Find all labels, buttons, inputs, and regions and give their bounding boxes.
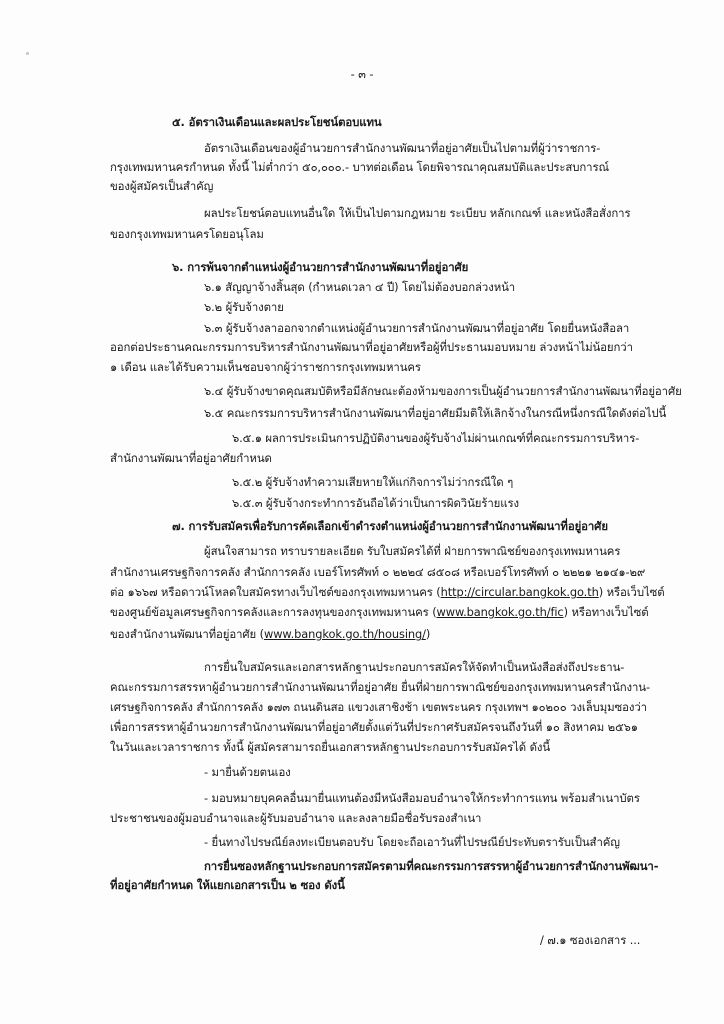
paragraph-line: สำนักงานพัฒนาที่อยู่อาศัยกำหนด: [110, 451, 272, 465]
section-7-heading: ๗. การรับสมัครเพื่อรับการคัดเลือกเข้าดำรงตำแหน่งผู้อำนวยการสำนักงานพัฒนาที่อยู่อาศัย: [172, 519, 608, 533]
paragraph-line: ๑ เดือน และได้รับความเห็นชอบจากผู้ว่าราชการกรุงเทพมหานคร: [110, 360, 421, 374]
text-run: ) หรือทางเว็บไซต์: [563, 605, 649, 619]
list-item: ๖.๓ ผู้รับจ้างลาออกจากตำแหน่งผู้อำนวยการสำนักงานพัฒนาที่อยู่อาศัย โดยยื่นหนังสือลา: [204, 321, 630, 335]
paragraph-line: ของผู้สมัครเป็นสำคัญ: [110, 179, 214, 193]
list-item: ๖.๒ ผู้รับจ้างตาย: [204, 300, 284, 314]
envelope-instruction: ที่อยู่อาศัยกำหนด ให้แยกเอกสารเป็น ๒ ซอง ดังนี้: [110, 878, 345, 892]
housing-website-link[interactable]: www.bangkok.go.th/housing/: [263, 627, 426, 641]
circular-website-link[interactable]: http://circular.bangkok.go.th: [440, 585, 599, 599]
paragraph-line: ผลประโยชน์ตอบแทนอื่นใด ให้เป็นไปตามกฎหมาย ระเบียบ หลักเกณฑ์ และหนังสือสั่งการ: [204, 206, 631, 220]
paragraph-line: เศรษฐกิจการคลัง สำนักการคลัง ๑๗๓ ถนนดินสอ แขวงเสาชิงช้า เขตพระนคร กรุงเทพฯ ๑๐๒๐๐ วงเล็บมุมซองว่า: [110, 700, 647, 714]
paragraph-line: สำนักงานเศรษฐกิจการคลัง สำนักการคลัง เบอร์โทรศัพท์ ๐ ๒๒๒๔ ๘๕๐๘ หรือเบอร์โทรศัพท์ ๐ ๒๒๒๑ ๒๑๔๑-๒๙: [110, 565, 646, 579]
envelope-instruction: การยื่นซองหลักฐานประกอบการสมัครตามที่คณะกรรมการสรรหาผู้อำนวยการสำนักงานพัฒนา-: [204, 859, 659, 873]
paragraph-line: ออกต่อประธานคณะกรรมการบริหารสำนักงานพัฒนาที่อยู่อาศัยหรือผู้ที่ประธานมอบหมาย ล่วงหน้าไม่น้อยกว่า: [110, 340, 633, 354]
paragraph-line: ของกรุงเทพมหานครโดยอนุโลม: [110, 227, 264, 241]
continuation-note: / ๗.๑ ซองเอกสาร ...: [540, 933, 641, 947]
scan-speck: [26, 52, 29, 55]
paragraph-line: อัตราเงินเดือนของผู้อำนวยการสำนักงานพัฒนาที่อยู่อาศัยเป็นไปตามที่ผู้ว่าราชการ-: [204, 141, 601, 155]
text-run: ): [425, 627, 431, 641]
paragraph-line: คณะกรรมการสรรหาผู้อำนวยการสำนักงานพัฒนาที่อยู่อาศัย ยื่นที่ฝ่ายการพาณิชย์ของกรุงเทพมหานครสำนักงาน-: [110, 680, 650, 694]
list-item: ๖.๑ สัญญาจ้างสิ้นสุด (กำหนดเวลา ๔ ปี) โดยไม่ต้องบอกล่วงหน้า: [204, 280, 516, 294]
text-run: ของสำนักงานพัฒนาที่อยู่อาศัย (: [110, 627, 264, 641]
paragraph-line: [110, 584, 665, 600]
paragraph-line: ผู้สนใจสามารถ ทราบรายละเอียด รับใบสมัครได้ที่ ฝ่ายการพาณิชย์ของกรุงเทพมหานคร: [204, 544, 621, 558]
paragraph-line: ประชาชนของผู้มอบอำนาจและผู้รับมอบอำนาจ และลงลายมือชื่อรับรองสำเนา: [110, 811, 482, 825]
paragraph-line: เพื่อการสรรหาผู้อำนวยการสำนักงานพัฒนาที่อยู่อาศัยตั้งแต่วันที่ประกาศรับสมัครจนถึงวันที่ ๑๐ สิงหาคม ๒๕๖๑: [110, 720, 638, 734]
page-number: - ๓ -: [350, 67, 374, 81]
sub-list-item: ๖.๕.๓ ผู้รับจ้างกระทำการอันถือได้ว่าเป็นการผิดวินัยร้ายแรง: [232, 496, 519, 510]
sub-list-item: ๖.๕.๒ ผู้รับจ้างทำความเสียหายให้แก่กิจการไม่ว่ากรณีใด ๆ: [232, 475, 514, 489]
list-item: ๖.๔ ผู้รับจ้างขาดคุณสมบัติหรือมีลักษณะต้องห้ามของการเป็นผู้อำนวยการสำนักงานพัฒนาที่อยู่อาศัย: [204, 384, 682, 398]
section-6-heading: ๖. การพ้นจากตำแหน่งผู้อำนวยการสำนักงานพัฒนาที่อยู่อาศัย: [172, 260, 469, 274]
text-run: ) หรือเว็บไซต์: [598, 585, 665, 599]
text-run: ต่อ ๑๖๖๗ หรือดาวน์โหลดใบสมัครทางเว็บไซต์ของกรุงเทพมหานคร (: [110, 585, 441, 599]
section-5-heading: ๕. อัตราเงินเดือนและผลประโยชน์ตอบแทน: [172, 115, 382, 129]
paragraph-line: การยื่นใบสมัครและเอกสารหลักฐานประกอบการสมัครให้จัดทำเป็นหนังสือส่งถึงประธาน-: [204, 660, 625, 674]
fic-website-link[interactable]: www.bangkok.go.th/fic: [436, 605, 564, 619]
bullet-item: - ยื่นทางไปรษณีย์ลงทะเบียนตอบรับ โดยจะถือเอาวันที่ไปรษณีย์ประทับตรารับเป็นสำคัญ: [204, 835, 620, 849]
paragraph-line: [110, 604, 649, 620]
paragraph-line: [110, 626, 430, 642]
bullet-item: - มายื่นด้วยตนเอง: [204, 765, 291, 779]
sub-list-item: ๖.๕.๑ ผลการประเมินการปฏิบัติงานของผู้รับจ้างไม่ผ่านเกณฑ์ที่คณะกรรมการบริหาร-: [232, 431, 640, 445]
paragraph-line: กรุงเทพมหานครกำหนด ทั้งนี้ ไม่ต่ำกว่า ๕๐,๐๐๐.- บาทต่อเดือน โดยพิจารณาคุณสมบัติและประสบการณ์: [110, 160, 609, 174]
paragraph-line: ในวันและเวลาราชการ ทั้งนี้ ผู้สมัครสามารถยื่นเอกสารหลักฐานประกอบการรับสมัครได้ ดังนี้: [110, 740, 551, 754]
bullet-item: - มอบหมายบุคคลอื่นมายื่นแทนต้องมีหนังสือมอบอำนาจให้กระทำการแทน พร้อมสำเนาบัตร: [204, 791, 640, 805]
text-run: ของศูนย์ข้อมูลเศรษฐกิจการคลังและการลงทุนของกรุงเทพมหานคร (: [110, 605, 437, 619]
list-item: ๖.๕ คณะกรรมการบริหารสำนักงานพัฒนาที่อยู่อาศัยมีมติให้เลิกจ้างในกรณีหนึ่งกรณีใดดังต่อไปนี้: [204, 406, 667, 420]
